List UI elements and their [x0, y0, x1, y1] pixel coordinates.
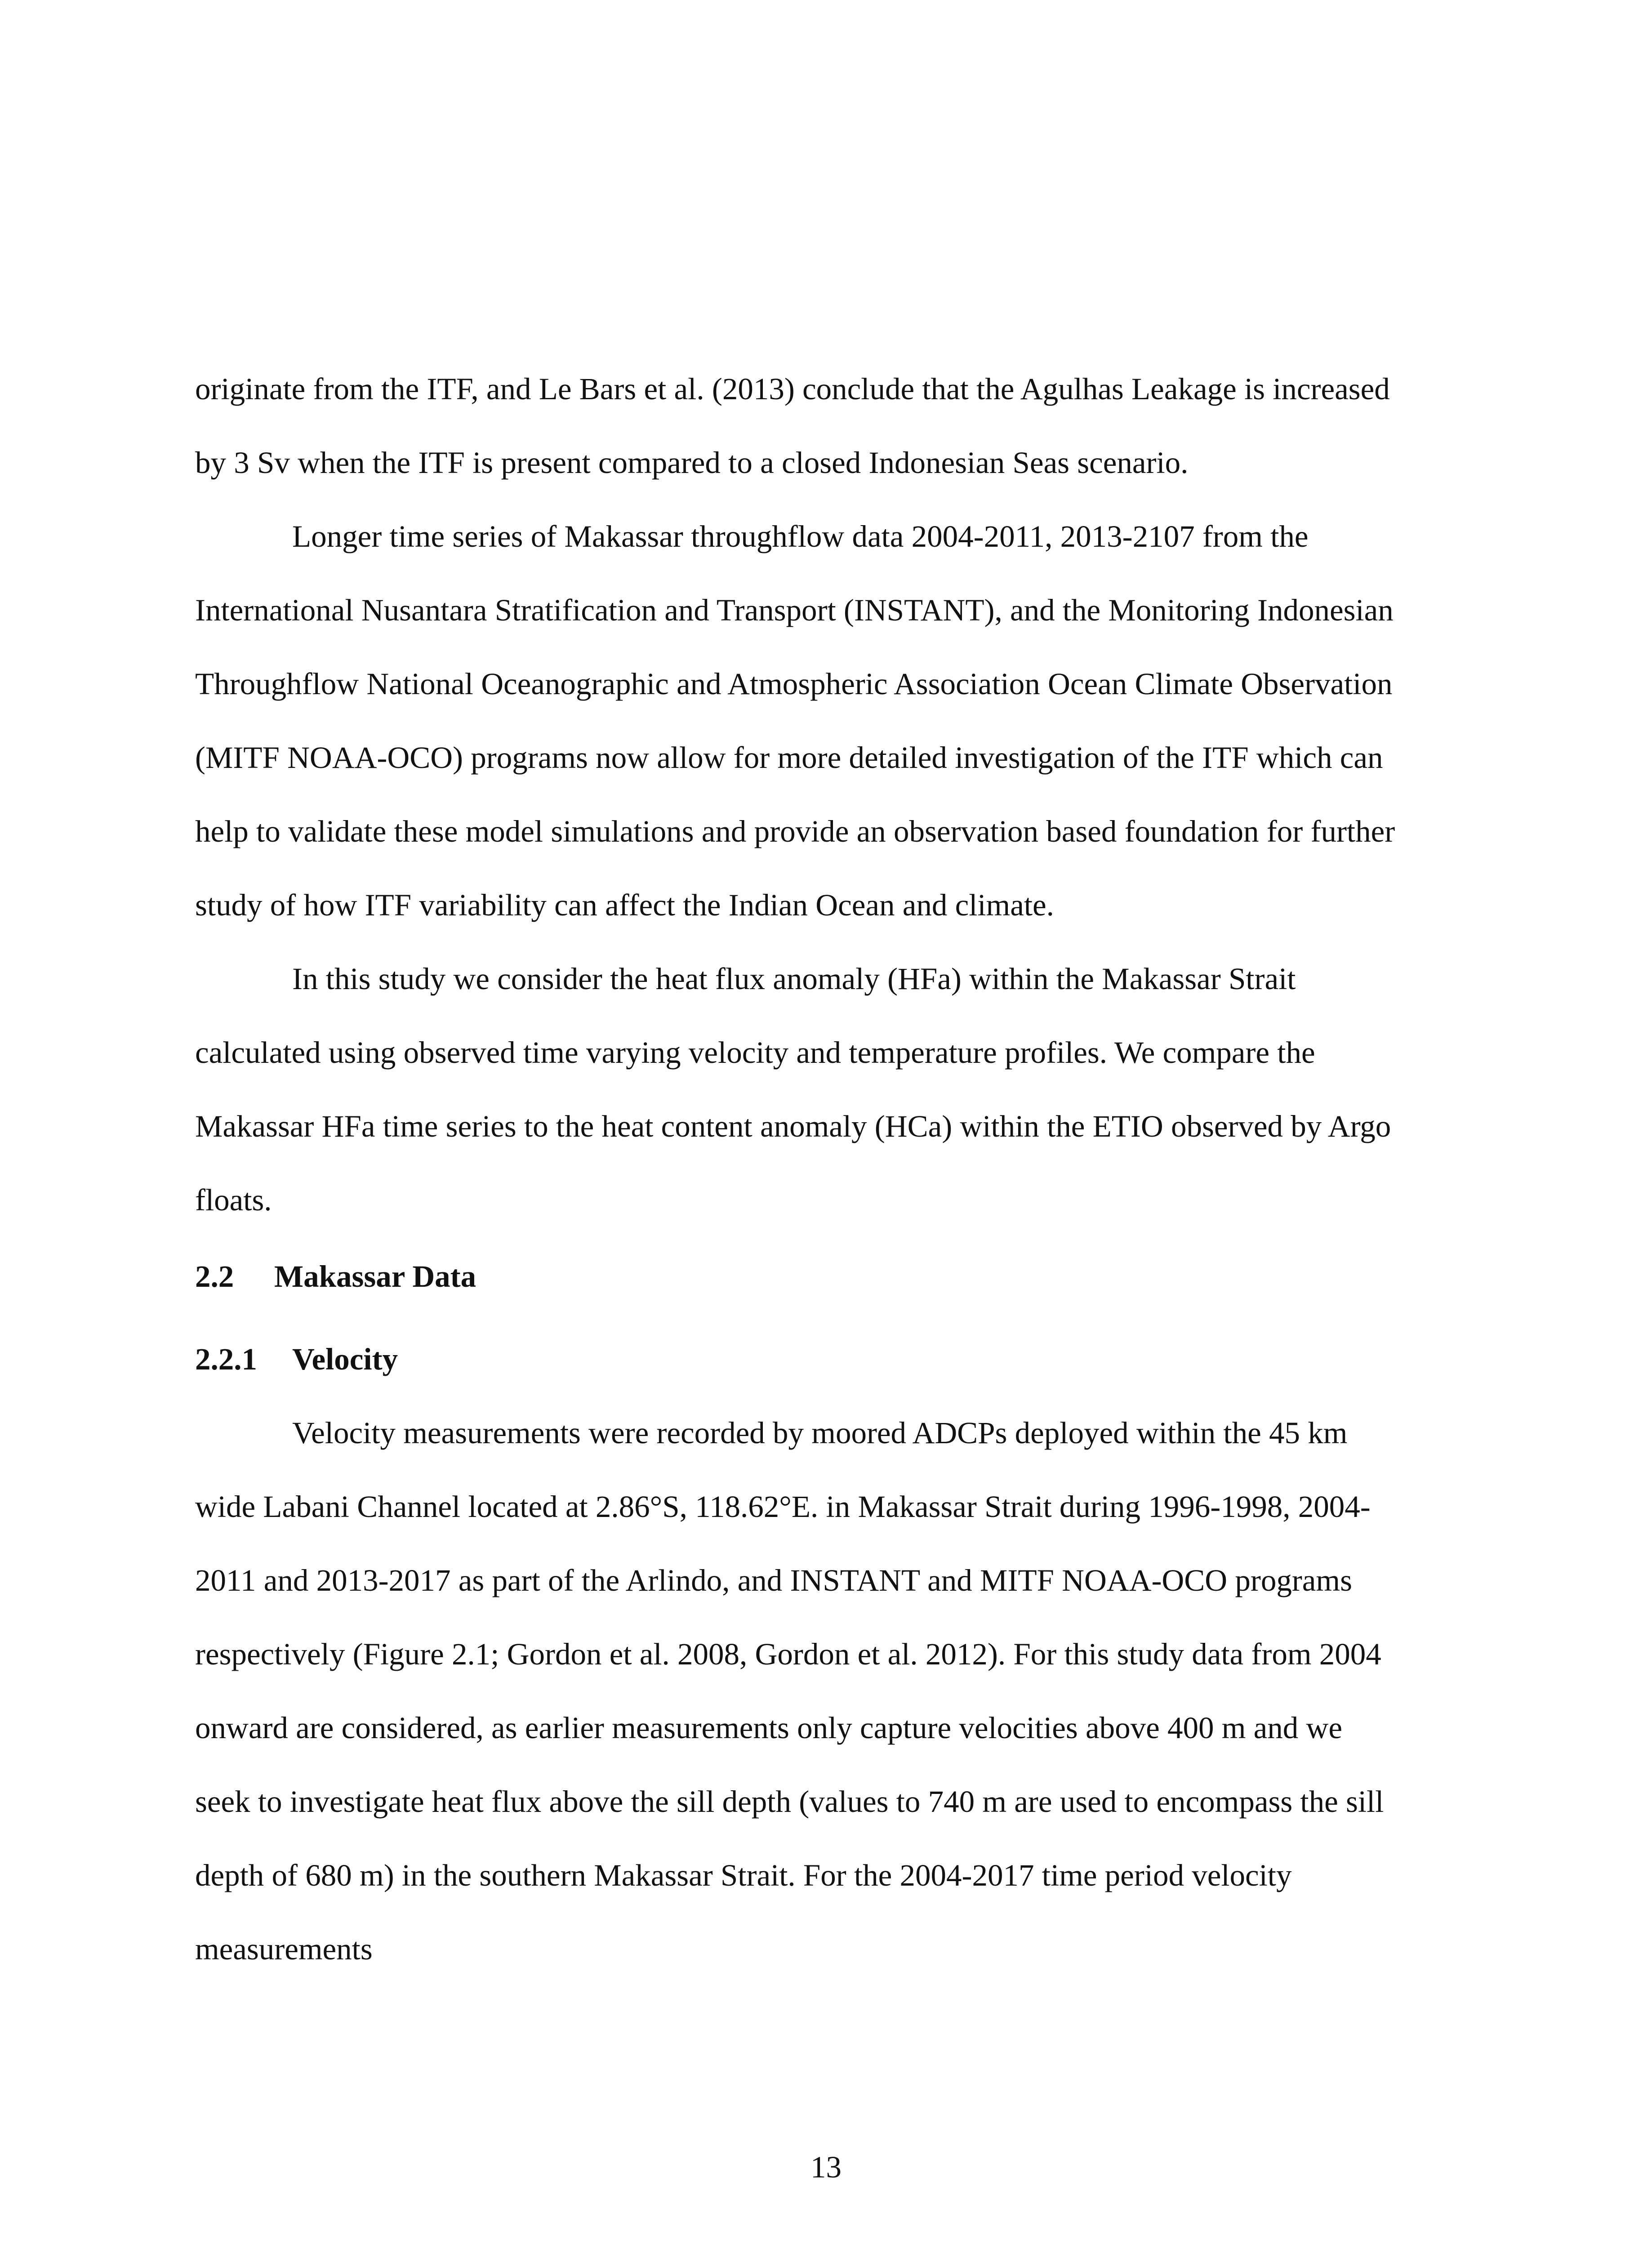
body-text-line: calculated using observed time varying velocity and temperature profiles. We compare the	[195, 1035, 1315, 1070]
section-title: Makassar Data	[274, 1259, 476, 1293]
body-text-line: wide Labani Channel located at 2.86°S, 118.62°E. in Makassar Strait during 1996-1998, 2004-	[195, 1490, 1371, 1524]
subsection-number: 2.2.1	[195, 1342, 257, 1376]
body-text-line: help to validate these model simulations and provide an observation based foundation for further	[195, 814, 1395, 848]
section-heading	[195, 1258, 476, 1294]
page-number: 13	[810, 2150, 842, 2184]
body-text-line: (MITF NOAA-OCO) programs now allow for more detailed investigation of the ITF which can	[195, 740, 1383, 775]
body-text-line: depth of 680 m) in the southern Makassar Strait. For the 2004-2017 time period velocity	[195, 1858, 1292, 1892]
body-text-line: 2011 and 2013-2017 as part of the Arlindo, and INSTANT and MITF NOAA-OCO programs	[195, 1563, 1352, 1597]
body-text-line: International Nusantara Stratification and Transport (INSTANT), and the Monitoring Indonesian	[195, 593, 1394, 627]
body-text-line: Longer time series of Makassar throughflow data 2004-2011, 2013-2107 from the	[292, 519, 1309, 553]
body-text-line: by 3 Sv when the ITF is present compared to a closed Indonesian Seas scenario.	[195, 446, 1189, 480]
body-text-line: Velocity measurements were recorded by moored ADCPs deployed within the 45 km	[292, 1416, 1348, 1450]
body-text-line: Throughflow National Oceanographic and Atmospheric Association Ocean Climate Observation	[195, 667, 1393, 701]
body-text-line: respectively (Figure 2.1; Gordon et al. 2008, Gordon et al. 2012). For this study data from 2004	[195, 1637, 1381, 1671]
subsection-title: Velocity	[292, 1342, 398, 1376]
body-text-line: study of how ITF variability can affect the Indian Ocean and climate.	[195, 888, 1054, 922]
subsection-heading	[195, 1341, 398, 1377]
body-text-line: floats.	[195, 1183, 272, 1217]
body-text-line: originate from the ITF, and Le Bars et al. (2013) conclude that the Agulhas Leakage is increased	[195, 372, 1390, 406]
body-text-line: measurements	[195, 1932, 373, 1966]
body-text-line: In this study we consider the heat flux anomaly (HFa) within the Makassar Strait	[292, 962, 1296, 996]
body-text-line: onward are considered, as earlier measurements only capture velocities above 400 m and we	[195, 1711, 1342, 1745]
body-text-line: Makassar HFa time series to the heat content anomaly (HCa) within the ETIO observed by Argo	[195, 1109, 1391, 1143]
section-number: 2.2	[195, 1259, 234, 1293]
body-text-line: seek to investigate heat flux above the sill depth (values to 740 m are used to encompass the sill	[195, 1784, 1384, 1819]
